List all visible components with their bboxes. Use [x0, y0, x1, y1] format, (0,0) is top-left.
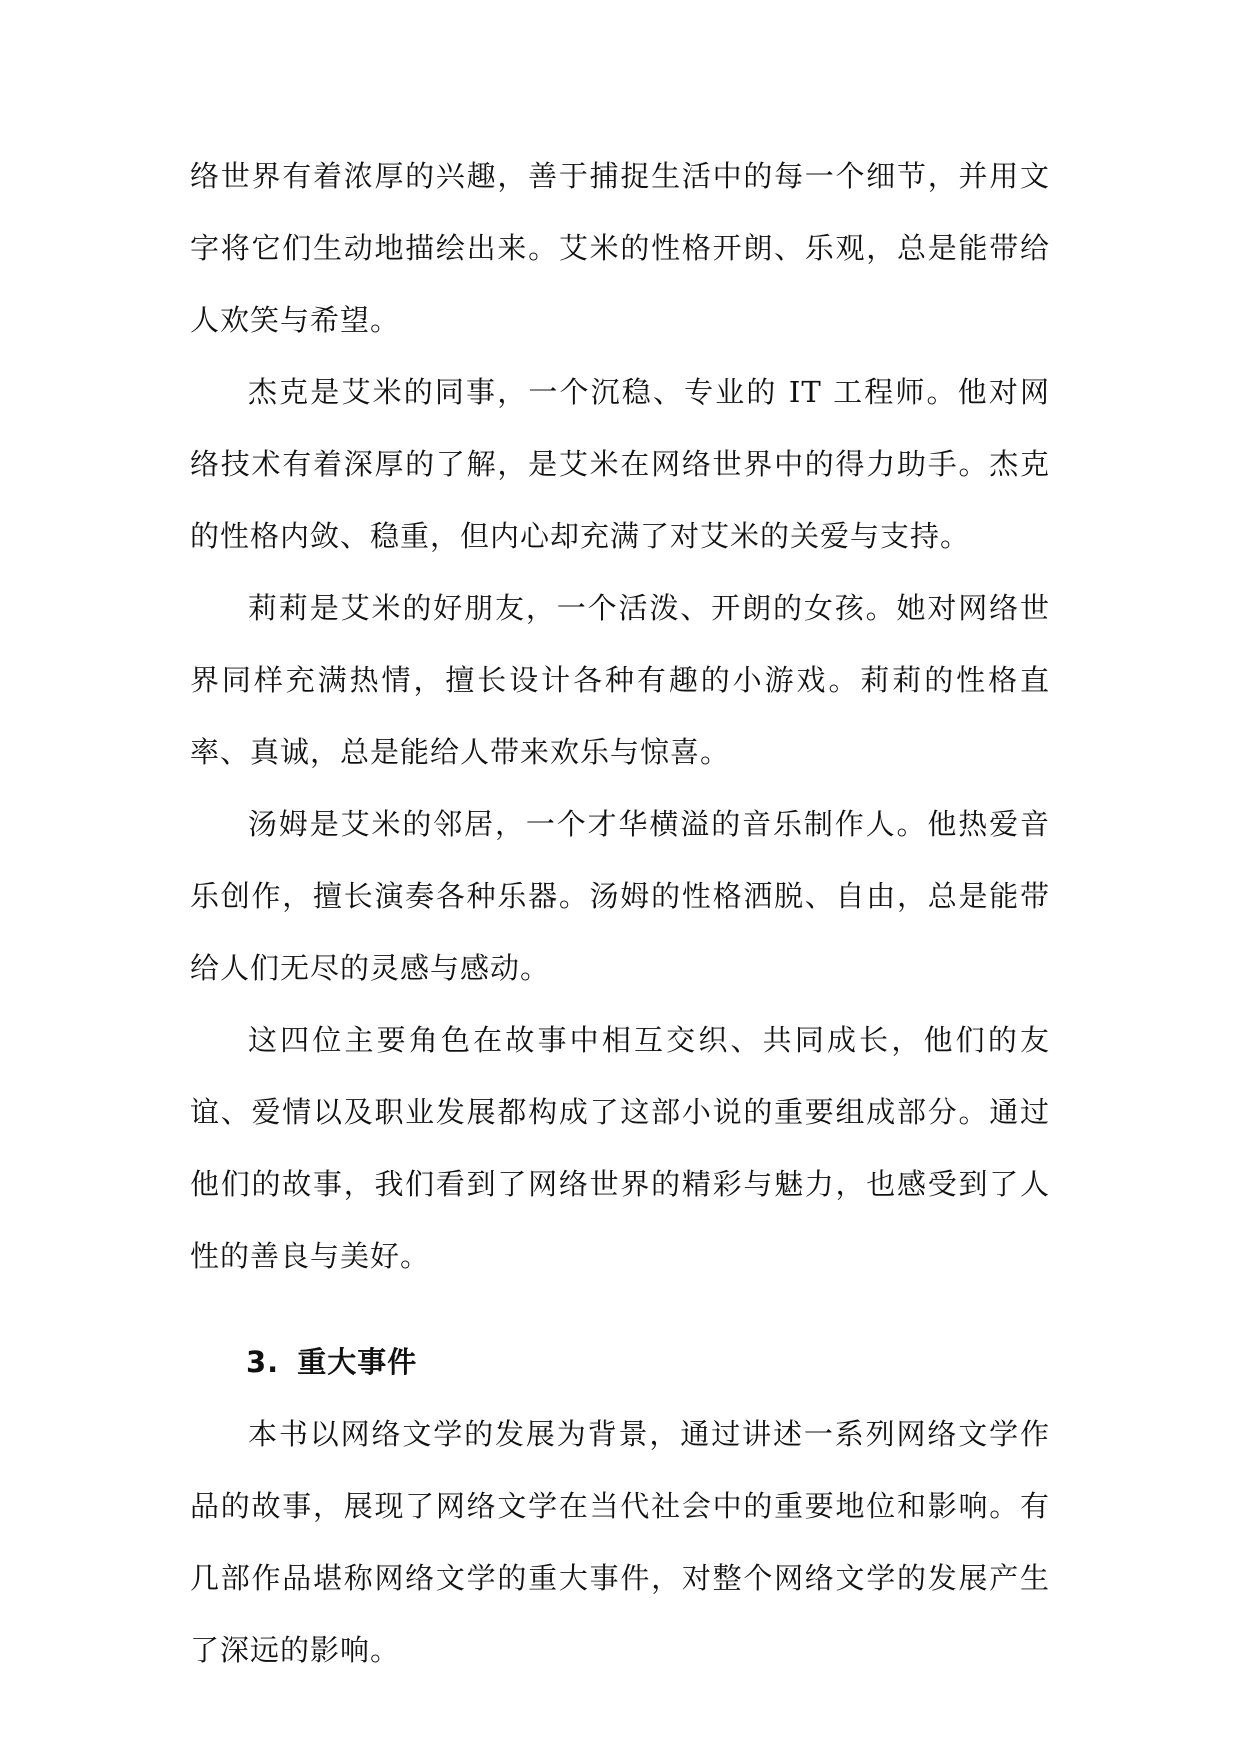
section-number: 3. [246, 1345, 280, 1379]
paragraph-lily: 莉莉是艾米的好朋友，一个活泼、开朗的女孩。她对网络世界同样充满热情，擅长设计各种有趣的小游戏。莉莉的性格直率、真诚，总是能给人带来欢乐与惊喜。 [190, 591, 1050, 769]
section-heading [190, 1326, 1050, 1398]
paragraph-summary: 这四位主要角色在故事中相互交织、共同成长，他们的友谊、爱情以及职业发展都构成了这部小说的重要组成部分。通过他们的故事，我们看到了网络世界的精彩与魅力，也感受到了人性的善良与美好。 [190, 1023, 1050, 1273]
paragraph-major-events: 本书以网络文学的发展为背景，通过讲述一系列网络文学作品的故事，展现了网络文学在当代社会中的重要地位和影响。有几部作品堪称网络文学的重大事件，对整个网络文学的发展产生了深远的影响。 [190, 1417, 1050, 1667]
paragraph-jack: 杰克是艾米的同事，一个沉稳、专业的 IT 工程师。他对网络技术有着深厚的了解，是艾米在网络世界中的得力助手。杰克的性格内敛、稳重，但内心却充满了对艾米的关爱与支持。 [190, 375, 1050, 553]
section-title: 重大事件 [297, 1345, 418, 1379]
page-content [190, 140, 1050, 1686]
paragraph-continued: 络世界有着浓厚的兴趣，善于捕捉生活中的每一个细节，并用文字将它们生动地描绘出来。艾米的性格开朗、乐观，总是能带给人欢笑与希望。 [190, 159, 1050, 337]
paragraph-tom: 汤姆是艾米的邻居，一个才华横溢的音乐制作人。他热爱音乐创作，擅长演奏各种乐器。汤姆的性格洒脱、自由，总是能带给人们无尽的灵感与感动。 [190, 807, 1050, 985]
